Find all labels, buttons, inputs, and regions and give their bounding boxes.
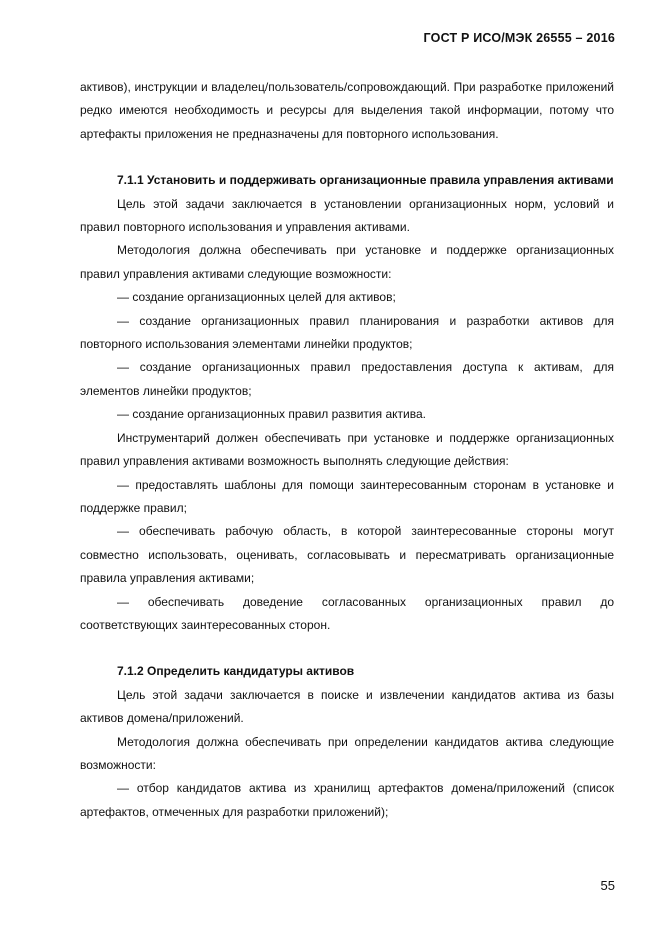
list-item: — создание организационных правил планирования и разработки активов для повторного использования элементами линейки продуктов; [80, 313, 614, 352]
page-number: 55 [600, 878, 615, 893]
document-header: ГОСТ Р ИСО/МЭК 26555 – 2016 [423, 31, 615, 45]
list-item: — обеспечивать доведение согласованных организационных правил до соответствующих заинтересованных сторон. [80, 594, 614, 632]
list-item: — обеспечивать рабочую область, в которой заинтересованные стороны могут совместно использовать, оценивать, согласовывать и пересматривать организационные правила управления активами; [80, 524, 614, 586]
section-heading-7-1-1: 7.1.1 Установить и поддерживать организационные правила управления активами [117, 173, 614, 188]
list-item: — создание организационных правил развития актива. [117, 407, 426, 422]
page-body [80, 76, 614, 824]
list-item: — создание организационных целей для активов; [117, 290, 396, 305]
list-item: — предоставлять шаблоны для помощи заинтересованным сторонам в установке и поддержке правил; [80, 477, 614, 515]
section-heading-7-1-2: 7.1.2 Определить кандидатуры активов [117, 664, 355, 679]
paragraph: Методология должна обеспечивать при определении кандидатов актива следующие возможности: [80, 734, 614, 772]
paragraph: Цель этой задачи заключается в установлении организационных норм, условий и правил повторного использования и управления активами. [80, 196, 614, 235]
intro-paragraph: активов), инструкции и владелец/пользователь/сопровождающий. При разработке приложений редко имеются необходимость и ресурсы для выделения такой информации, потому что артефакты приложения не предназначены для повторного использования. [80, 80, 614, 141]
paragraph: Инструментарий должен обеспечивать при установке и поддержке организационных правил управления активами возможность выполнять следующие действия: [80, 430, 614, 469]
list-item: — отбор кандидатов актива из хранилищ артефактов домена/приложений (список артефактов, отмеченных для разработки приложений); [80, 781, 614, 819]
paragraph: Методология должна обеспечивать при установке и поддержке организационных правил управления активами следующие возможности: [80, 243, 614, 281]
list-item: — создание организационных правил предоставления доступа к активам, для элементов линейки продуктов; [80, 360, 614, 398]
paragraph: Цель этой задачи заключается в поиске и извлечении кандидатов актива из базы активов домена/приложений. [80, 687, 614, 726]
